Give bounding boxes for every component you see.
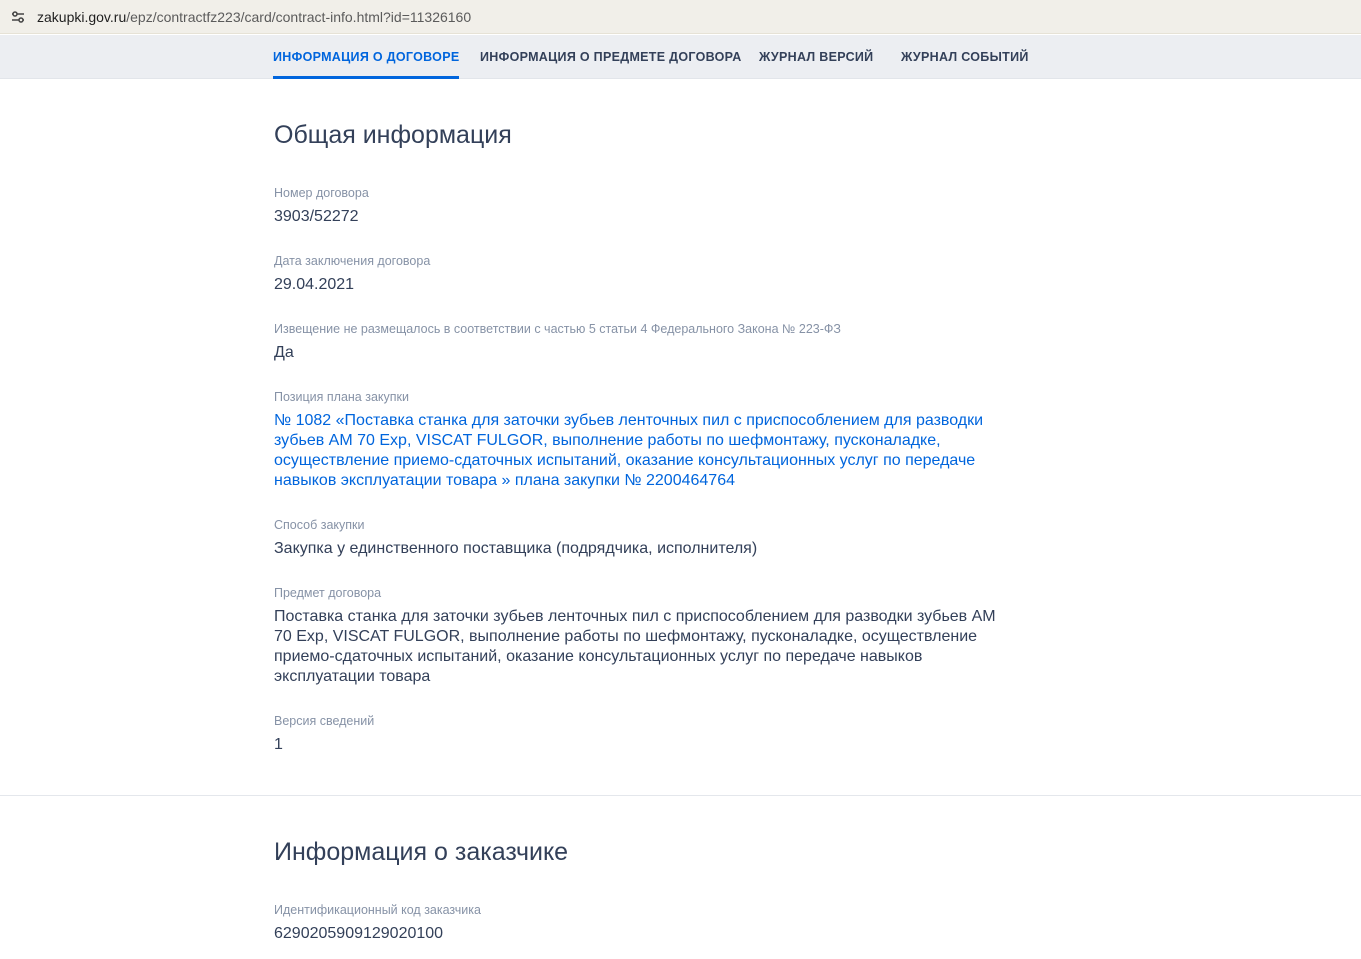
field-label: Идентификационный код заказчика — [274, 903, 481, 917]
field-value: 1 — [274, 736, 283, 753]
field-label: Номер договора — [274, 186, 369, 200]
plan-position-link[interactable] — [274, 411, 1034, 491]
plan-position-link-line[interactable]: осуществление приемо-сдаточных испытаний, оказание консультационных услуг по передаче — [274, 452, 976, 469]
field-value: Да — [274, 344, 294, 361]
field-label: Способ закупки — [274, 518, 365, 532]
field-procurement-method — [274, 517, 1034, 559]
section-title-general: Общая информация — [274, 121, 512, 149]
plan-position-link-line[interactable]: навыков эксплуатации товара » плана закупки № 2200464764 — [274, 472, 735, 489]
site-settings-icon[interactable] — [9, 8, 27, 26]
field-label: Дата заключения договора — [274, 254, 431, 268]
field-contract-number — [274, 185, 1034, 227]
general-info-title-wrap — [274, 120, 1034, 150]
field-label: Извещение не размещалось в соответствии с частью 5 статьи 4 Федерального Закона № 223-ФЗ — [274, 322, 841, 336]
field-contract-date — [274, 253, 1034, 295]
tab-version-log[interactable]: ЖУРНАЛ ВЕРСИЙ — [759, 50, 874, 64]
plan-position-link-line[interactable]: № 1082 «Поставка станка для заточки зубьев ленточных пил с приспособлением для разводки — [274, 412, 984, 429]
field-value: Закупка у единственного поставщика (подрядчика, исполнителя) — [274, 540, 758, 557]
customer-info-title-wrap — [274, 837, 1034, 867]
tab-contract-subject[interactable]: ИНФОРМАЦИЯ О ПРЕДМЕТЕ ДОГОВОРА — [480, 50, 742, 64]
field-value: 29.04.2021 — [274, 276, 355, 293]
field-contract-subject — [274, 585, 1034, 687]
field-label: Версия сведений — [274, 714, 375, 728]
plan-position-link-line[interactable]: зубьев AM 70 Exp, VISCAT FULGOR, выполнение работы по шефмонтажу, пусконаладке, — [274, 432, 941, 449]
contract-tabs — [0, 35, 1361, 79]
field-value-line: 70 Exp, VISCAT FULGOR, выполнение работы по шефмонтажу, пусконаладке, осуществление — [274, 628, 978, 645]
field-plan-position — [274, 389, 1034, 491]
field-value-line: приемо-сдаточных испытаний, оказание консультационных услуг по передаче навыков — [274, 648, 923, 665]
section-title-customer: Информация о заказчике — [274, 838, 569, 866]
url-text[interactable] — [37, 9, 471, 25]
url-path: /epz/contractfz223/card/contract-info.html?id=11326160 — [126, 8, 472, 25]
field-customer-id-code — [274, 902, 1034, 944]
tab-contract-info[interactable]: ИНФОРМАЦИЯ О ДОГОВОРЕ — [273, 35, 459, 79]
field-value: 3903/52272 — [274, 208, 359, 225]
field-value-line: Поставка станка для заточки зубьев ленточных пил с приспособлением для разводки зубьев AM — [274, 608, 996, 625]
url-domain: zakupki.gov.ru — [37, 8, 127, 25]
field-version — [274, 713, 1034, 755]
tab-event-log[interactable]: ЖУРНАЛ СОБЫТИЙ — [901, 50, 1029, 64]
section-divider — [0, 795, 1361, 796]
field-value-line: эксплуатации товара — [274, 668, 431, 685]
field-value: 6290205909129020100 — [274, 925, 444, 942]
field-label: Позиция плана закупки — [274, 390, 409, 404]
browser-address-bar[interactable] — [0, 0, 1361, 34]
field-notice-not-published — [274, 321, 1034, 363]
contract-subject-text — [274, 607, 1034, 687]
field-label: Предмет договора — [274, 586, 382, 600]
